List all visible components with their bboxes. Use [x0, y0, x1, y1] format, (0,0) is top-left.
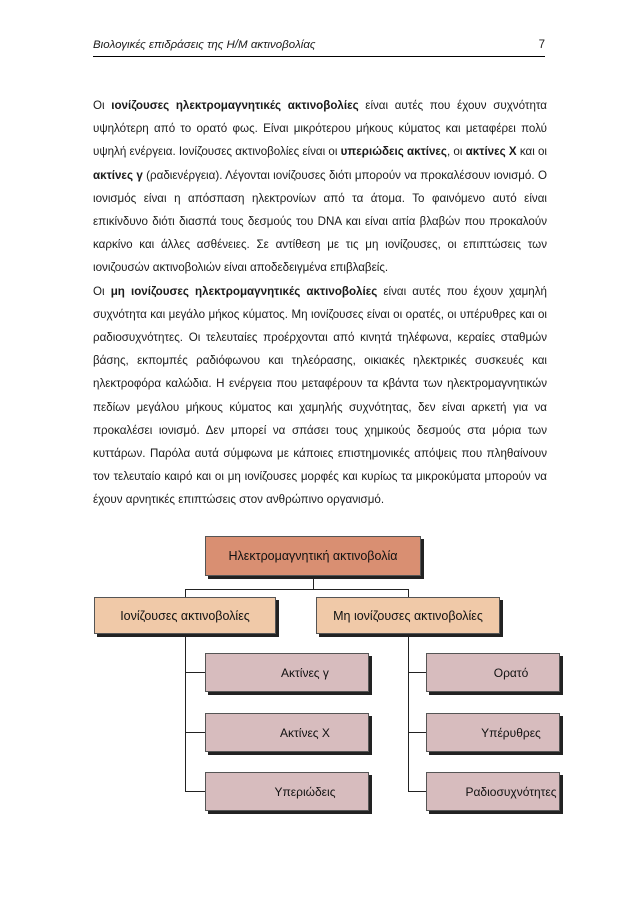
connector-left-branch-1: [185, 672, 205, 673]
diagram-leaf-radio-label: Ραδιοσυχνότητες: [465, 784, 557, 799]
connector-right-branch-3: [408, 791, 426, 792]
diagram-leaf-gamma-label: Ακτίνες γ: [281, 665, 329, 680]
diagram-leaf-xray: [205, 713, 369, 752]
connector-horizontal-top: [185, 589, 409, 590]
diagram-ionizing-label: Ιονίζουσες ακτινοβολίες: [120, 608, 250, 623]
diagram-leaf-gamma: [205, 653, 369, 692]
diagram-leaf-visible: [426, 653, 560, 692]
diagram-non-ionizing-box: [316, 597, 500, 634]
diagram-leaf-infrared-label: Υπέρυθρες: [481, 725, 541, 740]
page-header: [93, 38, 545, 57]
diagram-leaf-infrared: [426, 713, 560, 752]
connector-right-branch-1: [408, 672, 426, 673]
connector-left-branch-2: [185, 732, 205, 733]
diagram-leaf-radio: [426, 772, 560, 811]
diagram-root-box: [205, 536, 421, 576]
diagram-leaf-uv: [205, 772, 369, 811]
diagram-leaf-uv-label: Υπεριώδεις: [274, 784, 336, 799]
paragraph-ionizing: Οι ιονίζουσες ηλεκτρομαγνητικές ακτινοβολίες είναι αυτές που έχουν συχνότητα υψηλότερη από το ορατό φως. Είναι μικρότερου μήκους κύματος και μεταφέρει πολύ υψηλή ενέργεια. Ιονίζουσες ακτινοβολίες είναι οι υπεριώδεις ακτίνες, οι ακτίνες Χ και οι ακτίνες γ (ραδιενέργεια). Λέγονται ιονίζουσες διότι μπορούν να προκαλέσουν ιονισμό. Ο ιονισμός είναι η απόσπαση ηλεκτρονίων από τα άτομα. Το φαινόμενο αυτό είναι επικίνδυνο διότι διασπά τους δεσμούς του DNA και είναι αιτία βλαβών που προκαλούν καρκίνο και άλλες ασθένειες. Σε αντίθεση με τις μη ιονίζουσες, οι επιπτώσεις των ιονιζουσών ακτινοβολιών είναι αποδεδειγμένα επιβλαβείς.: [93, 99, 548, 275]
diagram-leaf-xray-label: Ακτίνες Χ: [280, 725, 330, 740]
diagram-ionizing-box: [94, 597, 276, 634]
diagram-root-label: Ηλεκτρομαγνητική ακτινοβολία: [228, 549, 398, 563]
connector-left-spine: [185, 632, 186, 791]
connector-right-branch-2: [408, 732, 426, 733]
header-title: Βιολογικές επιδράσεις της Η/Μ ακτινοβολίας: [93, 39, 316, 51]
page-number: 7: [538, 39, 545, 51]
connector-left-branch-3: [185, 791, 205, 792]
connector-right-spine: [408, 632, 409, 791]
diagram-leaf-visible-label: Ορατό: [493, 665, 529, 680]
paragraph-non-ionizing: Οι μη ιονίζουσες ηλεκτρομαγνητικές ακτινοβολίες είναι αυτές που έχουν χαμηλή συχνότητα και μεγάλο μήκος κύματος. Μη ιονίζουσες είναι οι ορατές, οι υπέρυθρες και οι ραδιοσυχνότητες. Οι τελευταίες προέρχονται από κινητά τηλέφωνα, κεραίες σταθμών βάσης, εκπομπές ραδιόφωνου και τηλεόρασης, οικιακές ηλεκτρικές συσκευές και ηλεκτροφόρα καλώδια. Η ενέργεια που μεταφέρουν τα κβάντα των ηλεκτρομαγνητικών πεδίων μεγάλου μήκους κύματος και χαμηλής συχνότητας, δεν είναι αρκετή για να προκαλέσει ιονισμό. Δεν μπορεί να σπάσει τους χημικούς δεσμούς στα μόρια των κυττάρων. Παρόλα αυτά σύμφωνα με κάποιες επιστημονικές απόψεις που πληθαίνουν τον τελευταίο καιρό και οι μη ιονίζουσες μορφές και κυρίως τα μικροκύματα μπορούν να έχουν αρνητικές επιπτώσεις στον ανθρώπινο οργανισμό.: [93, 284, 547, 507]
body-text: [93, 94, 547, 512]
diagram-non-ionizing-label: Μη ιονίζουσες ακτινοβολίες: [333, 608, 483, 623]
